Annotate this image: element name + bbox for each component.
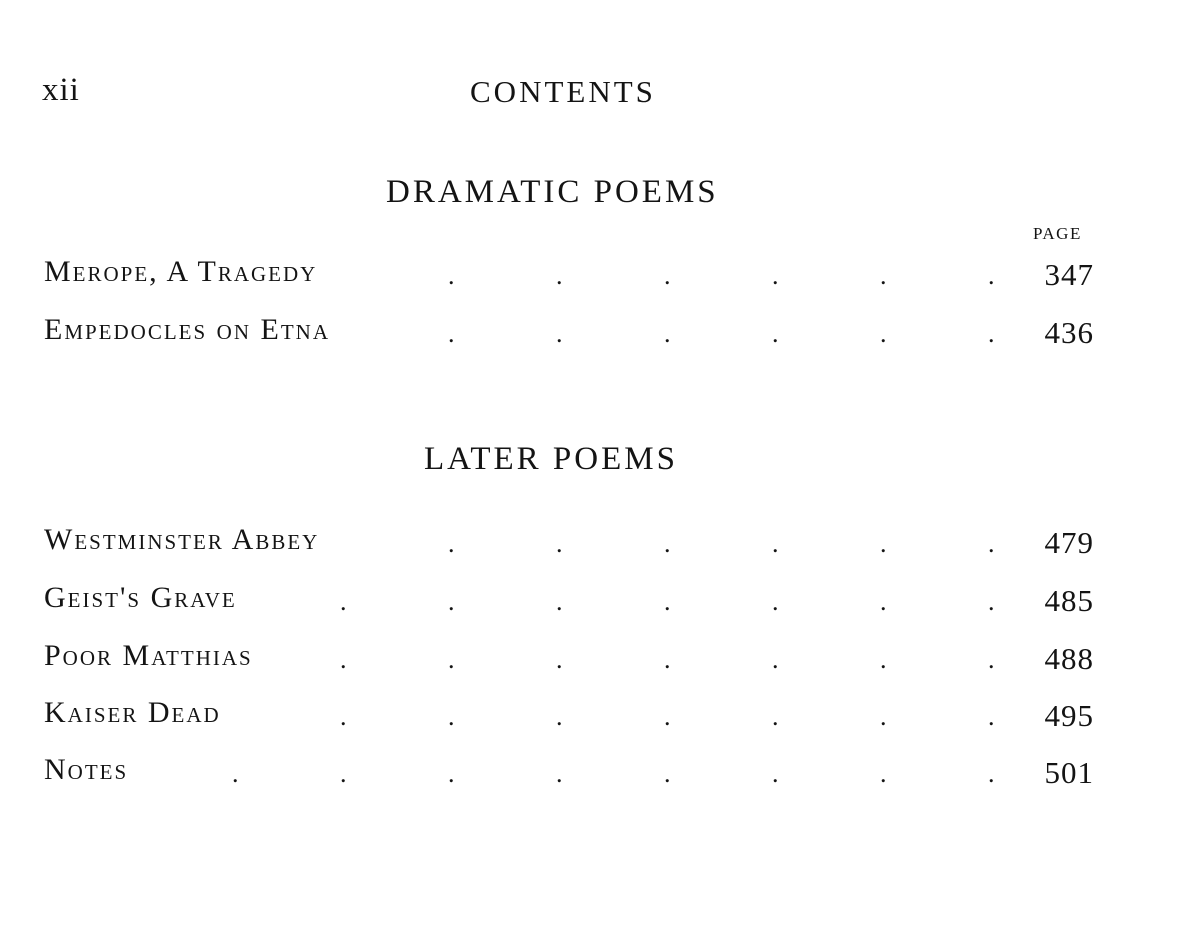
leader-dot: . [988, 587, 995, 616]
leader-dot: . [772, 261, 779, 290]
leader-dot: . [880, 587, 887, 616]
dot-leaders [44, 753, 1094, 793]
leader-dot: . [556, 529, 563, 558]
leader-dot: . [448, 645, 455, 674]
toc-entry-page: 479 [1044, 525, 1094, 560]
leader-dot: . [340, 645, 347, 674]
leader-dot: . [880, 645, 887, 674]
page-column-label: PAGE [1033, 224, 1082, 243]
leader-dot: . [772, 319, 779, 348]
toc-entry-title: Poor Matthias [44, 639, 253, 672]
leader-dot: . [340, 587, 347, 616]
toc-entry-page: 485 [1044, 583, 1094, 618]
section-heading-later-poems: LATER POEMS [424, 441, 678, 477]
toc-entry [44, 255, 1094, 295]
leader-dot: . [880, 702, 887, 731]
leader-dot: . [556, 319, 563, 348]
page-folio: xii [42, 72, 80, 108]
leader-dot: . [664, 529, 671, 558]
leader-dot: . [664, 702, 671, 731]
leader-dot: . [556, 261, 563, 290]
leader-dot: . [772, 529, 779, 558]
leader-dot: . [988, 702, 995, 731]
toc-entry [44, 523, 1094, 563]
leader-dot: . [340, 702, 347, 731]
leader-dot: . [448, 702, 455, 731]
leader-dot: . [556, 702, 563, 731]
leader-dot: . [448, 587, 455, 616]
running-head: CONTENTS [470, 74, 656, 109]
leader-dot: . [664, 645, 671, 674]
leader-dot: . [988, 645, 995, 674]
toc-entry-title: Geist's Grave [44, 581, 237, 614]
leader-dot: . [448, 759, 455, 788]
leader-dot: . [988, 529, 995, 558]
leader-dot: . [556, 645, 563, 674]
leader-dot: . [772, 759, 779, 788]
toc-entry-page: 495 [1044, 698, 1094, 733]
toc-entry-title: Notes [44, 753, 129, 786]
leader-dot: . [880, 319, 887, 348]
section-heading-dramatic-poems: DRAMATIC POEMS [386, 174, 719, 210]
leader-dot: . [772, 587, 779, 616]
toc-entry-page: 436 [1044, 315, 1094, 350]
leader-dot: . [880, 529, 887, 558]
toc-entry [44, 639, 1094, 679]
toc-entry [44, 696, 1094, 736]
leader-dot: . [664, 759, 671, 788]
toc-entry-title: Kaiser Dead [44, 696, 221, 729]
leader-dot: . [664, 319, 671, 348]
leader-dot: . [448, 529, 455, 558]
leader-dot: . [556, 587, 563, 616]
toc-entry-title: Westminster Abbey [44, 523, 320, 556]
leader-dot: . [772, 702, 779, 731]
toc-entry-page: 501 [1044, 755, 1094, 790]
leader-dot: . [988, 759, 995, 788]
leader-dot: . [448, 319, 455, 348]
toc-entry [44, 581, 1094, 621]
leader-dot: . [880, 261, 887, 290]
toc-entry-page: 488 [1044, 641, 1094, 676]
leader-dot: . [448, 261, 455, 290]
toc-entry [44, 753, 1094, 793]
toc-entry-title: Empedocles on Etna [44, 313, 330, 346]
leader-dot: . [988, 319, 995, 348]
leader-dot: . [340, 759, 347, 788]
toc-entry [44, 313, 1094, 353]
leader-dot: . [664, 587, 671, 616]
leader-dot: . [772, 645, 779, 674]
leader-dot: . [988, 261, 995, 290]
toc-entry-page: 347 [1044, 257, 1094, 292]
leader-dot: . [664, 261, 671, 290]
leader-dot: . [556, 759, 563, 788]
toc-entry-title: Merope, A Tragedy [44, 255, 318, 288]
leader-dot: . [232, 759, 239, 788]
leader-dot: . [880, 759, 887, 788]
